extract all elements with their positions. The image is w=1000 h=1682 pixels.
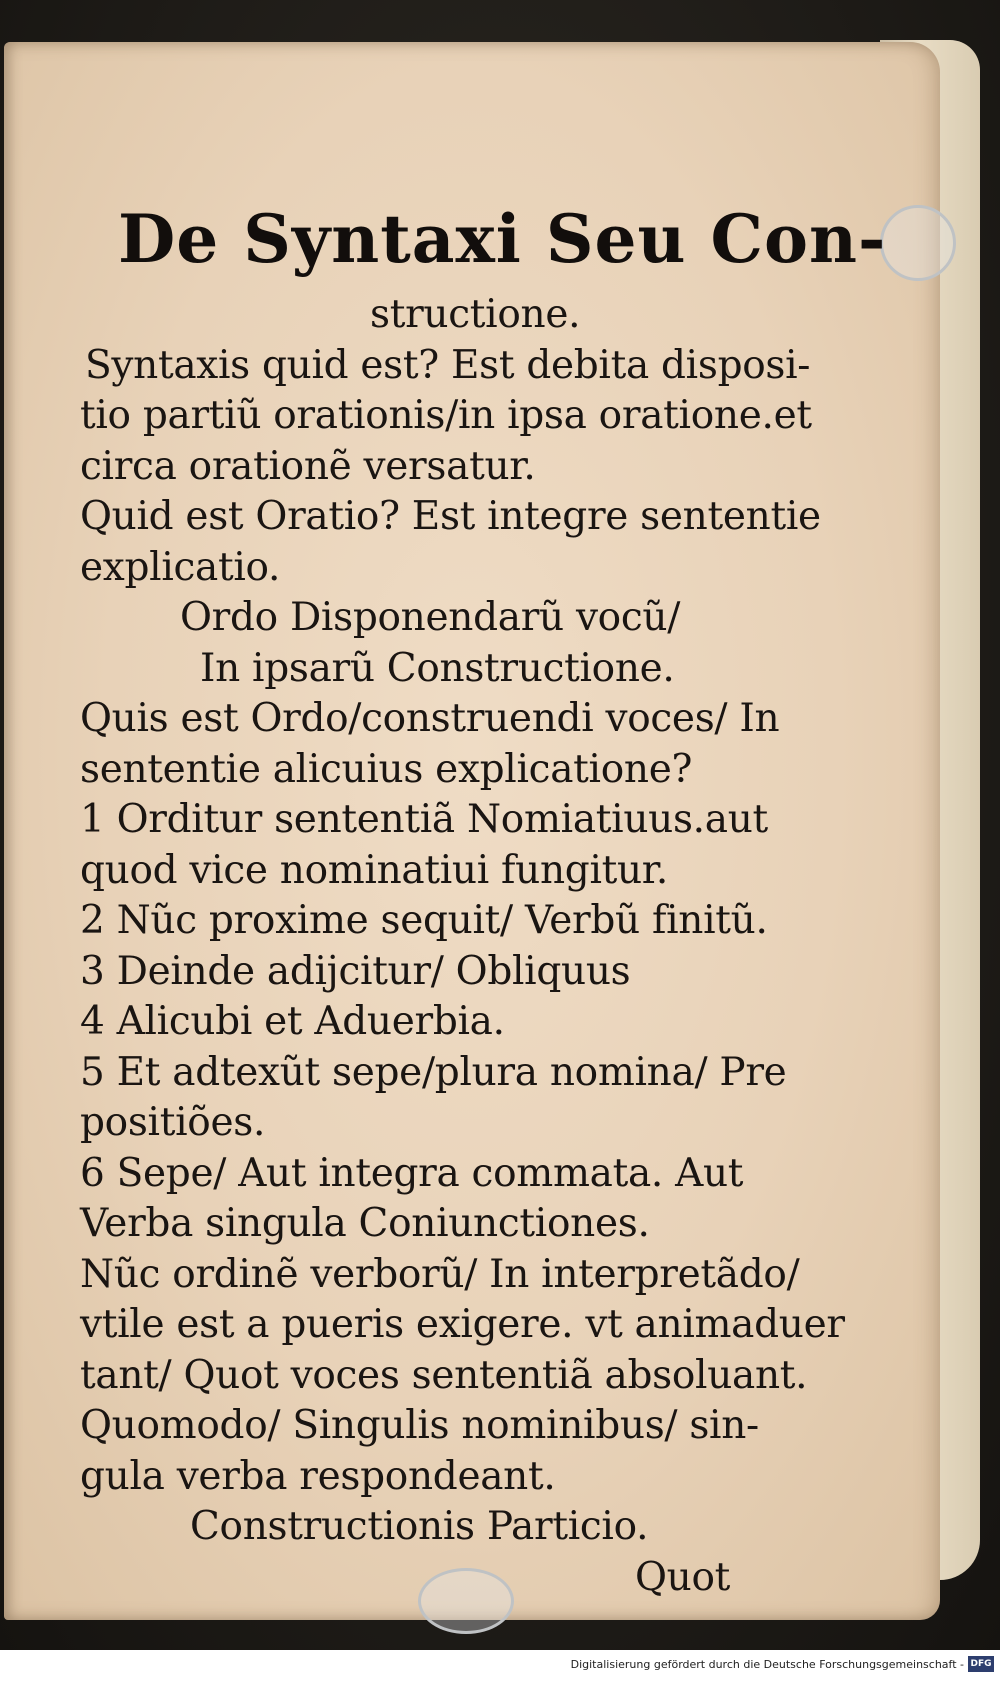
text-line: Nũc ordinẽ verborũ/ In interpretãdo/ [80, 1251, 800, 1297]
text-line: Quid est Oratio? Est integre sententie [80, 494, 821, 539]
text-line: explicatio. [80, 544, 281, 590]
text-line: 2 Nũc proxime sequit/ Verbũ finitũ. [80, 898, 768, 943]
page-clip-icon [880, 205, 956, 281]
dfg-logo: DFG [968, 1656, 994, 1672]
text-line: 5 Et adtexũt sepe/plura nomina/ Pre [80, 1049, 787, 1095]
text-line: 6 Sepe/ Aut integra commata. Aut [80, 1150, 744, 1196]
text-line: structione. [370, 292, 581, 337]
text-line: positiões. [80, 1100, 266, 1145]
text-line: quod vice nominatiui fungitur. [80, 847, 668, 893]
text-line: Verba singula Coniunctiones. [80, 1201, 650, 1246]
text-line: sententie alicuius explicatione? [80, 746, 693, 792]
text-line: tio partiũ orationis/in ipsa oratione.et [80, 393, 812, 438]
text-line: Syntaxis quid est? Est debita disposi- [85, 342, 811, 388]
text-line: Quis est Ordo/construendi voces/ In [80, 696, 780, 741]
page-text [80, 290, 845, 1603]
page-title: De Syntaxi Seu Con- [118, 200, 887, 278]
text-line: Constructionis Particio. [190, 1504, 649, 1549]
text-line: In ipsarũ Constructione. [200, 645, 675, 691]
text-line: Ordo Disponendarũ vocũ/ [180, 595, 681, 640]
text-line: 4 Alicubi et Aduerbia. [80, 999, 505, 1044]
text-line: tant/ Quot voces sententiã absoluant. [80, 1352, 808, 1398]
text-line: vtile est a pueris exigere. vt animaduer [80, 1302, 845, 1347]
catchword: Quot [635, 1554, 731, 1600]
funding-credit: Digitalisierung gefördert durch die Deutsche Forschungsgemeinschaft - [570, 1658, 964, 1671]
footer-bar [0, 1650, 1000, 1682]
text-line: 3 Deinde adijcitur/ Obliquus [80, 948, 631, 994]
text-line: Quomodo/ Singulis nominibus/ sin- [80, 1403, 759, 1448]
text-line: 1 Orditur sententiã Nomiatiuus.aut [80, 797, 768, 842]
text-line: circa orationẽ versatur. [80, 443, 536, 489]
text-line: gula verba respondeant. [80, 1453, 556, 1499]
